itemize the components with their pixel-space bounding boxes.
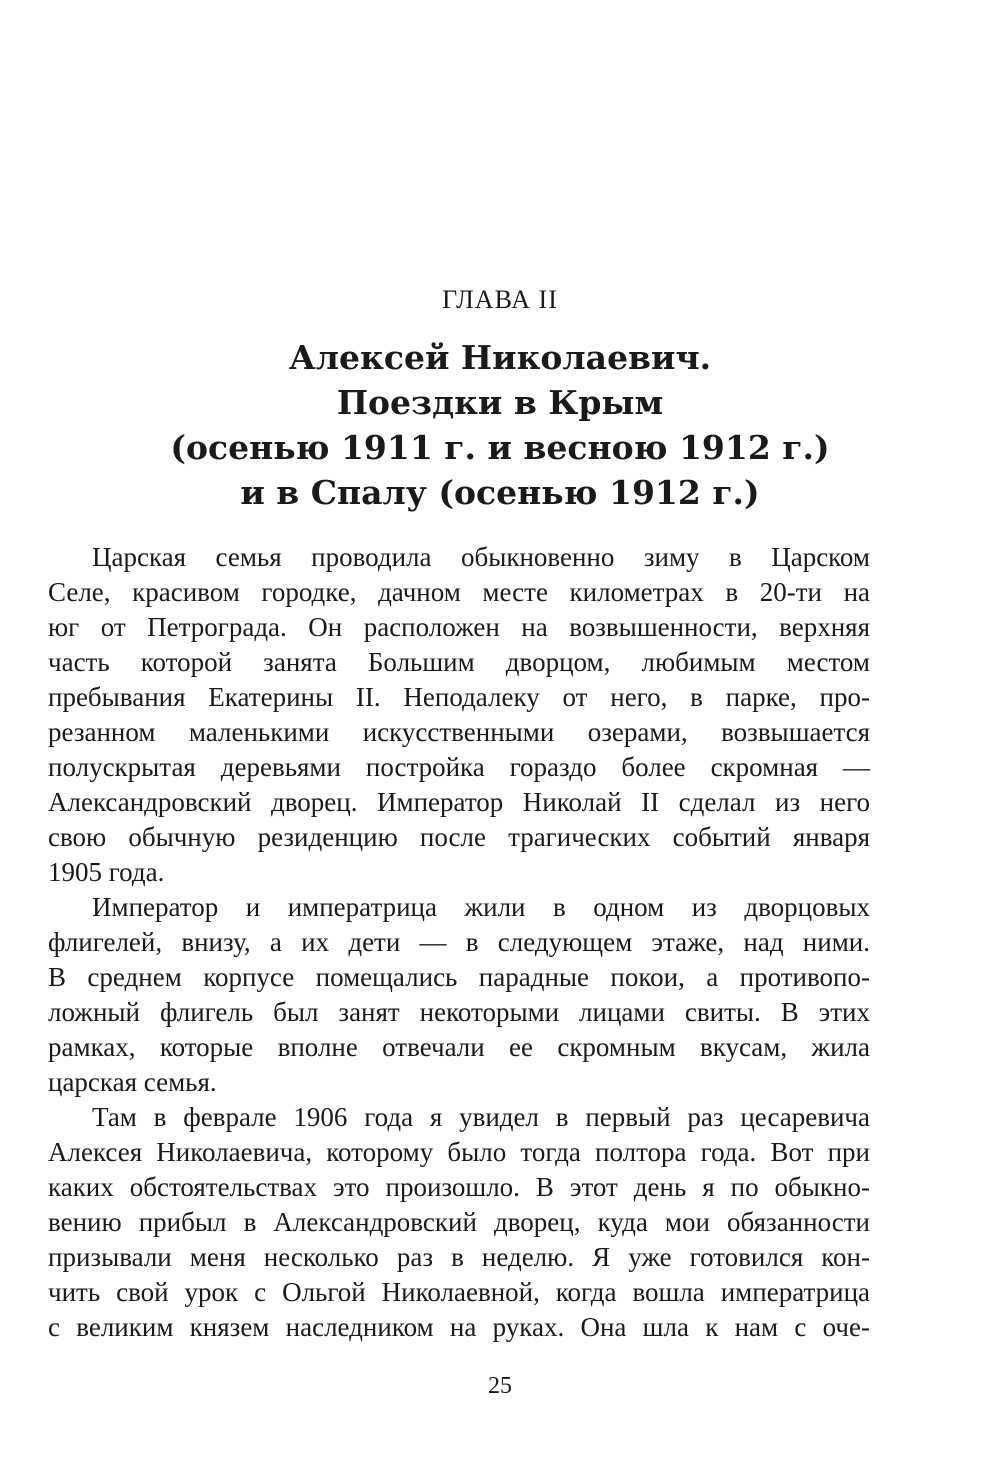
paragraph-3-line: Алексея Николаевича, которому было тогда полтора года. Вот при [48, 1137, 870, 1167]
chapter-title-line: и в Спалу (осенью 1912 г.) [240, 473, 760, 512]
paragraph-3-line: чить свой урок с Ольгой Николаевной, когда вошла императрица [48, 1277, 870, 1307]
chapter-title-line: (осенью 1911 г. и весною 1912 г.) [170, 428, 830, 467]
paragraph-3-line: призывали меня несколько раз в неделю. Я уже готовился кон- [48, 1242, 870, 1272]
paragraph-3-line: с великим князем наследником на руках. Она шла к нам с оче- [48, 1312, 870, 1342]
paragraph-1-line: юг от Петрограда. Он расположен на возвышенности, верхняя [48, 612, 870, 642]
paragraph-1-line: пребывания Екатерины II. Неподалеку от него, в парке, про- [48, 682, 870, 712]
paragraph-1-line: Селе, красивом городке, дачном месте километрах в 20-ти на [48, 577, 870, 607]
paragraph-1-line: часть которой занята Большим дворцом, любимым местом [48, 647, 870, 677]
paragraph-1-line: резанном маленькими искусственными озерами, возвышается [48, 717, 870, 747]
chapter-label: ГЛАВА II [442, 285, 558, 314]
paragraph-1-line: 1905 года. [48, 857, 165, 887]
paragraph-2-line: царская семья. [48, 1067, 217, 1097]
paragraph-2-line: флигелей, внизу, а их дети — в следующем этаже, над ними. [48, 927, 870, 957]
paragraph-3-line: Там в феврале 1906 года я увидел в первый раз цесаревича [92, 1102, 870, 1132]
paragraph-2-line: Император и императрица жили в одном из дворцовых [92, 892, 870, 922]
paragraph-2-line: В среднем корпусе помещались парадные покои, а противопо- [48, 962, 870, 992]
chapter-title-line: Алексей Николаевич. [288, 338, 712, 377]
paragraph-3-line: вению прибыл в Александровский дворец, куда мои обязанности [48, 1207, 870, 1237]
paragraph-2-line: рамках, которые вполне отвечали ее скромным вкусам, жила [48, 1032, 870, 1062]
paragraph-1-line: Царская семья проводила обыкновенно зиму в Царском [92, 542, 870, 572]
paragraph-3-line: каких обстоятельствах это произошло. В этот день я по обыкно- [48, 1172, 870, 1202]
paragraph-2-line: ложный флигель был занят некоторыми лицами свиты. В этих [48, 997, 870, 1027]
paragraph-1-line: Александровский дворец. Император Николай II сделал из него [48, 787, 870, 817]
chapter-title-line: Поездки в Крым [336, 383, 664, 422]
paragraph-1-line: свою обычную резиденцию после трагических событий января [48, 822, 870, 852]
page-number: 25 [488, 1373, 512, 1399]
body-text [48, 540, 870, 1345]
paragraph-1-line: полускрытая деревьями постройка гораздо более скромная — [48, 752, 870, 782]
chapter-title [0, 335, 1000, 515]
